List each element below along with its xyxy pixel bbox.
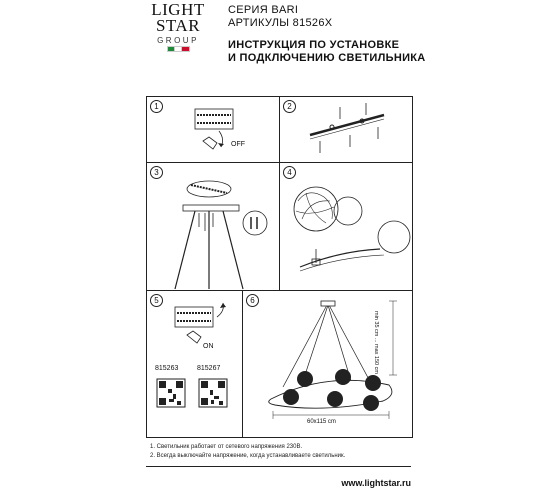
panel-2-mounting-bracket [280,97,412,163]
footnote-1: 1. Светильник работает от сетевого напряжения 230В. [150,444,303,450]
step-number: 4 [283,166,296,179]
off-label: OFF [231,141,245,148]
logo-line2: STAR [155,16,201,35]
article-code-2: 815267 [197,365,221,372]
step-number: 5 [150,294,163,307]
qr-code-icon [157,379,185,407]
step-number: 2 [283,100,296,113]
chandelier-dimensions-illustration [243,291,412,437]
on-label: ON [203,343,214,350]
shade-assembly-illustration [280,163,412,291]
instruction-panels [146,96,413,438]
logo-line1: LIGHT [151,0,205,19]
panel-5-switch-on [147,291,243,437]
title-line1: ИНСТРУКЦИЯ ПО УСТАНОВКЕ [228,39,400,51]
bracket-illustration [280,97,412,163]
step-number: 3 [150,166,163,179]
wiring-illustration [147,163,280,291]
website-link[interactable]: www.lightstar.ru [341,478,411,488]
panel-1-switch-off [147,97,280,163]
footnote-2: 2. Всегда выключайте напряжение, когда устанавливаете светильник. [150,453,346,459]
article-numbers: АРТИКУЛЫ 81526X [228,17,333,29]
brand-logo [148,2,208,51]
qr-codes [147,375,243,415]
document-header [228,4,426,65]
footer-divider [146,466,411,467]
panel-4-shade-assembly [280,163,412,291]
qr-code-icon [199,379,227,407]
step-number: 6 [246,294,259,307]
footnotes [150,443,345,461]
italian-flag-icon [148,47,208,51]
width-dimension-label: 60x115 cm [307,419,336,425]
title-line2: И ПОДКЛЮЧЕНИЮ СВЕТИЛЬНИКА [228,52,426,64]
breaker-off-illustration [147,97,280,163]
height-dimension-label: min 35 cm ... max 150 cm [373,311,379,374]
step-number: 1 [150,100,163,113]
panel-3-wiring [147,163,280,291]
panel-6-dimensions [243,291,412,437]
article-code-1: 815263 [155,365,179,372]
series-name: СЕРИЯ BARI [228,4,299,16]
logo-line3: GROUP [157,36,199,45]
